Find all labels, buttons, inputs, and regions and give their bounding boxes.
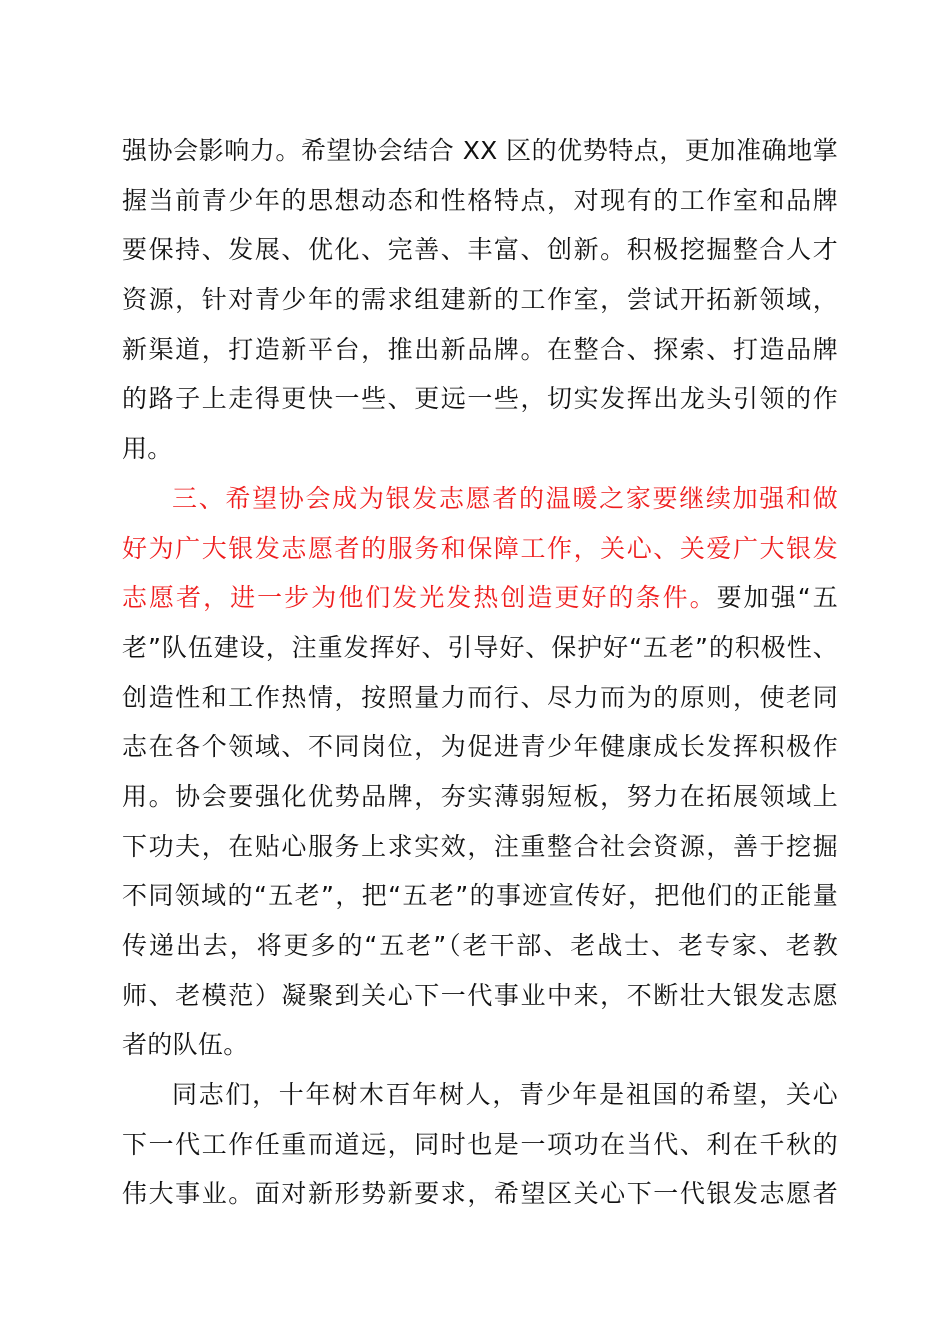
highlighted-heading-line: 三、希望协会成为银发志愿者的温暖之家要继续加强和做	[172, 483, 838, 513]
highlighted-heading-line: 好为广大银发志愿者的服务和保障工作，关心、关爱广大银发	[122, 533, 838, 563]
text-line: 要保持、发展、优化、完善、丰富、创新。积极挖掘整合人才	[122, 235, 838, 265]
text-fragment: 要加强“五	[716, 583, 839, 613]
text-line: 的路子上走得更快一些、更远一些，切实发挥出龙头引领的作	[122, 384, 838, 414]
paragraph-3	[122, 1070, 838, 1219]
document-page	[122, 126, 838, 1219]
text-line: 下功夫，在贴心服务上求实效，注重整合社会资源，善于挖掘	[122, 831, 838, 861]
paragraph-2	[122, 474, 838, 1070]
text-line: 下一代工作任重而道远，同时也是一项功在当代、利在千秋的	[122, 1129, 838, 1159]
text-line: 同志们，十年树木百年树人，青少年是祖国的希望，关心	[172, 1080, 838, 1110]
text-line: 新渠道，打造新平台，推出新品牌。在整合、探索、打造品牌	[122, 334, 838, 364]
paragraph-1	[122, 126, 838, 474]
text-line: 用。	[122, 434, 173, 464]
text-line: 强协会影响力。希望协会结合 XX 区的优势特点，更加准确地掌	[122, 136, 838, 165]
text-line: 伟大事业。面对新形势新要求，希望区关心下一代银发志愿者	[122, 1179, 838, 1209]
text-line: 资源，针对青少年的需求组建新的工作室，尝试开拓新领域，	[122, 285, 838, 315]
mixed-line	[122, 573, 838, 623]
text-line: 握当前青少年的思想动态和性格特点，对现有的工作室和品牌	[122, 185, 838, 215]
text-line: 不同领域的“五老”，把“五老”的事迹宣传好，把他们的正能量	[122, 881, 838, 911]
text-line: 用。协会要强化优势品牌，夯实薄弱短板，努力在拓展领域上	[122, 781, 838, 811]
highlighted-heading-fragment: 志愿者，进一步为他们发光发热创造更好的条件。	[122, 583, 717, 613]
text-line: 老”队伍建设，注重发挥好、引导好、保护好“五老”的积极性、	[122, 632, 838, 662]
text-line: 创造性和工作热情，按照量力而行、尽力而为的原则，使老同	[122, 682, 838, 712]
text-line: 师、老模范）凝聚到关心下一代事业中来，不断壮大银发志愿	[122, 980, 838, 1010]
text-line: 传递出去，将更多的“五老”（老干部、老战士、老专家、老教	[122, 931, 838, 960]
text-line: 志在各个领域、不同岗位，为促进青少年健康成长发挥积极作	[122, 732, 838, 762]
text-line: 者的队伍。	[122, 1030, 249, 1060]
